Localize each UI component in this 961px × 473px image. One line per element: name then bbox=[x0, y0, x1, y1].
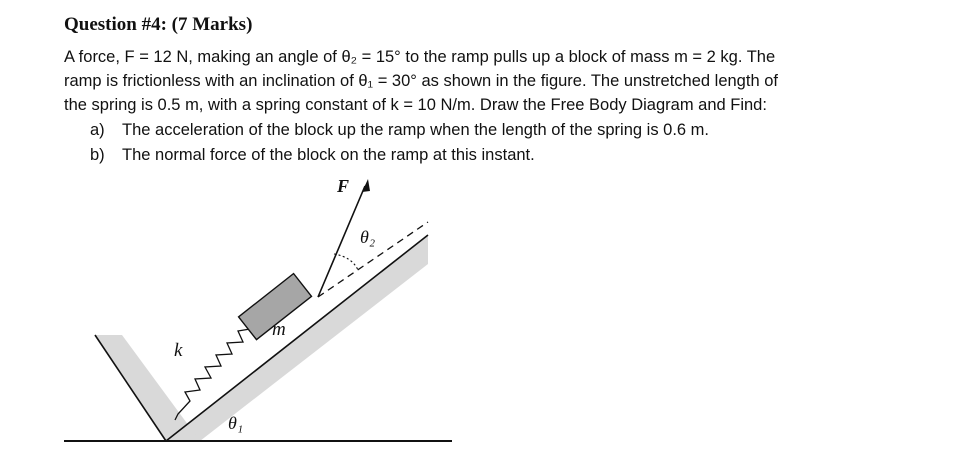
part-b-label: b) bbox=[90, 146, 105, 164]
theta2-label: θ₂ bbox=[360, 227, 376, 247]
force-label: F bbox=[337, 176, 350, 196]
part-a-text: The acceleration of the block up the ramp when the length of the spring is 0.6 m. bbox=[122, 121, 710, 139]
part-b-text: The normal force of the block on the ramp at this instant. bbox=[122, 146, 535, 164]
theta2-angle-arc bbox=[334, 254, 358, 270]
problem-line-2: ramp is frictionless with an inclination of θ₁ = 30° as shown in the figure. The unstretched length of bbox=[64, 72, 778, 90]
spring-constant-label: k bbox=[174, 340, 183, 361]
force-arrowhead bbox=[362, 179, 370, 192]
theta1-label: θ₁ bbox=[228, 413, 244, 433]
ramp-surface bbox=[166, 235, 428, 441]
problem-line-3: the spring is 0.5 m, with a spring constant of k = 10 N/m. Draw the Free Body Diagram and Find: bbox=[64, 96, 767, 114]
question-title: Question #4: (7 Marks) bbox=[64, 14, 253, 35]
wall-shading bbox=[95, 335, 200, 441]
problem-line-1: A force, F = 12 N, making an angle of θ₂ = 15° to the ramp pulls up a block of mass m = 2 kg. The bbox=[64, 48, 776, 66]
mass-label: m bbox=[272, 319, 286, 340]
part-a-label: a) bbox=[90, 121, 105, 139]
